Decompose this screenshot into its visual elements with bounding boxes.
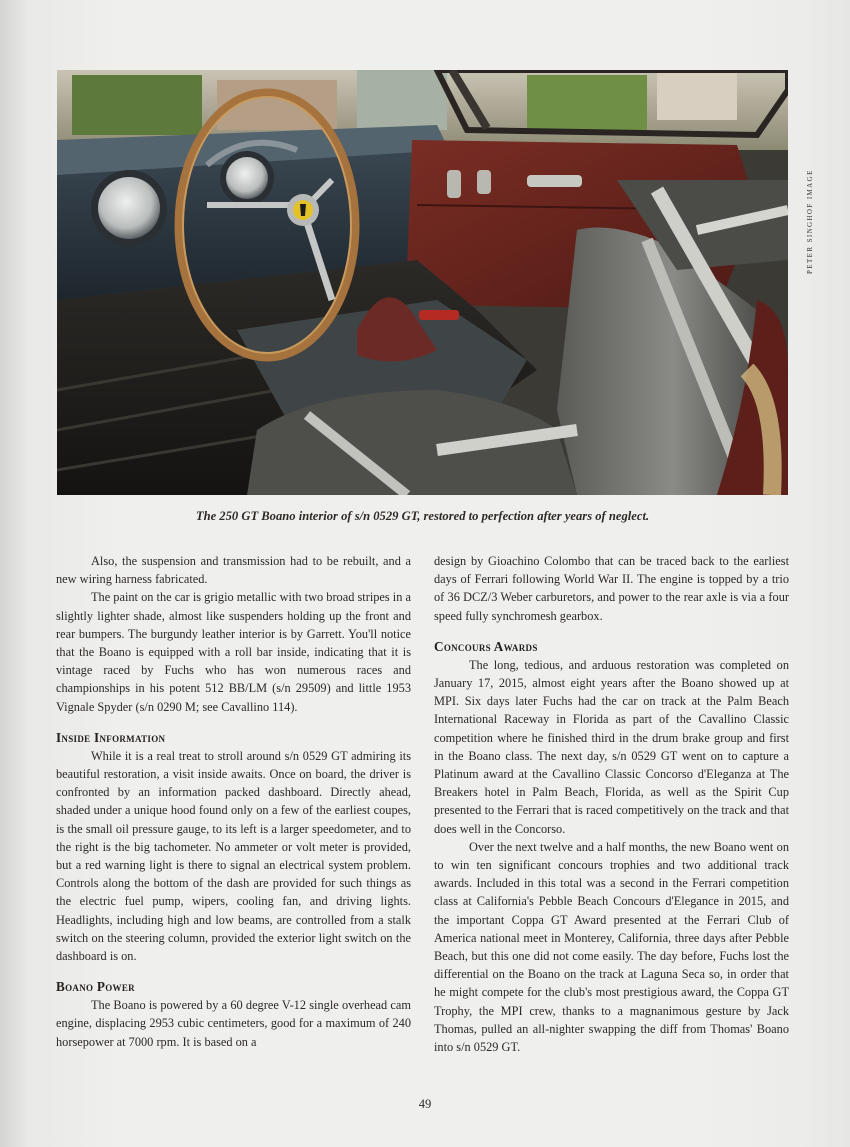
photo-credit: PETER SINGHOF IMAGE xyxy=(806,169,814,274)
paragraph: The long, tedious, and arduous restoration was completed on January 17, 2015, almost eight years after the Boano showed up at MPI. Six days later Fuchs had the car on track at the Palm Beach International Raceway in Florida as part of the Cavallino Classic competition where he finished third in the drum brake group and first in the Boano class. The next day, s/n 0529 GT went on to capture a Platinum award at the Cavallino Classic Concorso d'Eleganza at The Breakers hotel in Palm Beach, Florida, as well as the Spirit Cup presented to the Ferrari that is raced competitively on the track and that does well in the Concorso. xyxy=(434,657,789,836)
interior-photo xyxy=(57,70,788,495)
paragraph: The paint on the car is grigio metallic with two broad stripes in a slightly lighter shade, almost like suspenders holding up the front and rear bumpers. The burgundy leather interior is by Garrett. You'll notice that the Boano is equipped with a roll bar inside, indicating that it is vintage raced by Fuchs who has won numerous races and championships in his potent 512 BB/LM (s/n 29509) and little 1953 Vignale Spyder (s/n 0290 M; see Cavallino 114). xyxy=(56,590,411,714)
photo-caption: The 250 GT Boano interior of s/n 0529 GT, restored to perfection after years of neglect. xyxy=(195,509,650,523)
section-heading-inside-information: Inside Information xyxy=(56,729,166,745)
paragraph: design by Gioachino Colombo that can be traced back to the earliest days of Ferrari following World War II. The engine is topped by a trio of 36 DCZ/3 Weber carburetors, and power to the rear axle is via a four speed fully synchromesh gearbox. xyxy=(434,554,789,623)
paragraph: The Boano is powered by a 60 degree V-12 single overhead cam engine, displacing 2953 cubic centimeters, good for a maximum of 240 horsepower at 7000 rpm. It is based on a xyxy=(56,998,411,1049)
paragraph: Also, the suspension and transmission had to be rebuilt, and a new wiring harness fabricated. xyxy=(56,554,411,587)
page-number: 49 xyxy=(418,1097,432,1111)
right-column xyxy=(434,552,789,1056)
paragraph: Over the next twelve and a half months, the new Boano went on to win ten significant concours trophies and two additional track awards. Included in this total was a second in the Ferrari competition class at California's Pebble Beach Concours d'Elegance in 2015, and the important Coppa GT Award presented at the Ferrari Club of America national meet in Monterey, California, three days after Pebble Beach, but this one did not come easily. The day before, Fuchs lost the differential on the Boano on the track at Laguna Seca so, in order that he might compete for the club's most prestigious award, the Coppa GT Trophy, the MPI crew, thanks to a magnanimous gesture by Jack Thomas, pulled an all-nighter swapping the diff from Thomas' Boano into s/n 0529 GT. xyxy=(434,839,789,1055)
paragraph: While it is a real treat to stroll around s/n 0529 GT admiring its beautiful restoration, a visit inside awaits. Once on board, the driver is confronted by an information packed dashboard. Directly ahead, shaded under a unique hood found only on a few of the earliest coupes, is the small oil pressure gauge, to its left is a larger speedometer, and to the right is the big tachometer. No ammeter or volt meter is provided, but a red warning light is there to signal an electrical system problem. Controls along the bottom of the dash are provided for such things as the electric fuel pump, wipers, cooling fan, and driving lights. Headlights, including high and low beams, are controlled from a stalk switch on the steering column, provided the exterior light switch on the dashboard is on. xyxy=(56,748,411,964)
left-column xyxy=(56,552,411,1051)
section-heading-boano-power: Boano Power xyxy=(56,979,135,995)
section-heading-concours-awards: Concours Awards xyxy=(434,638,538,654)
